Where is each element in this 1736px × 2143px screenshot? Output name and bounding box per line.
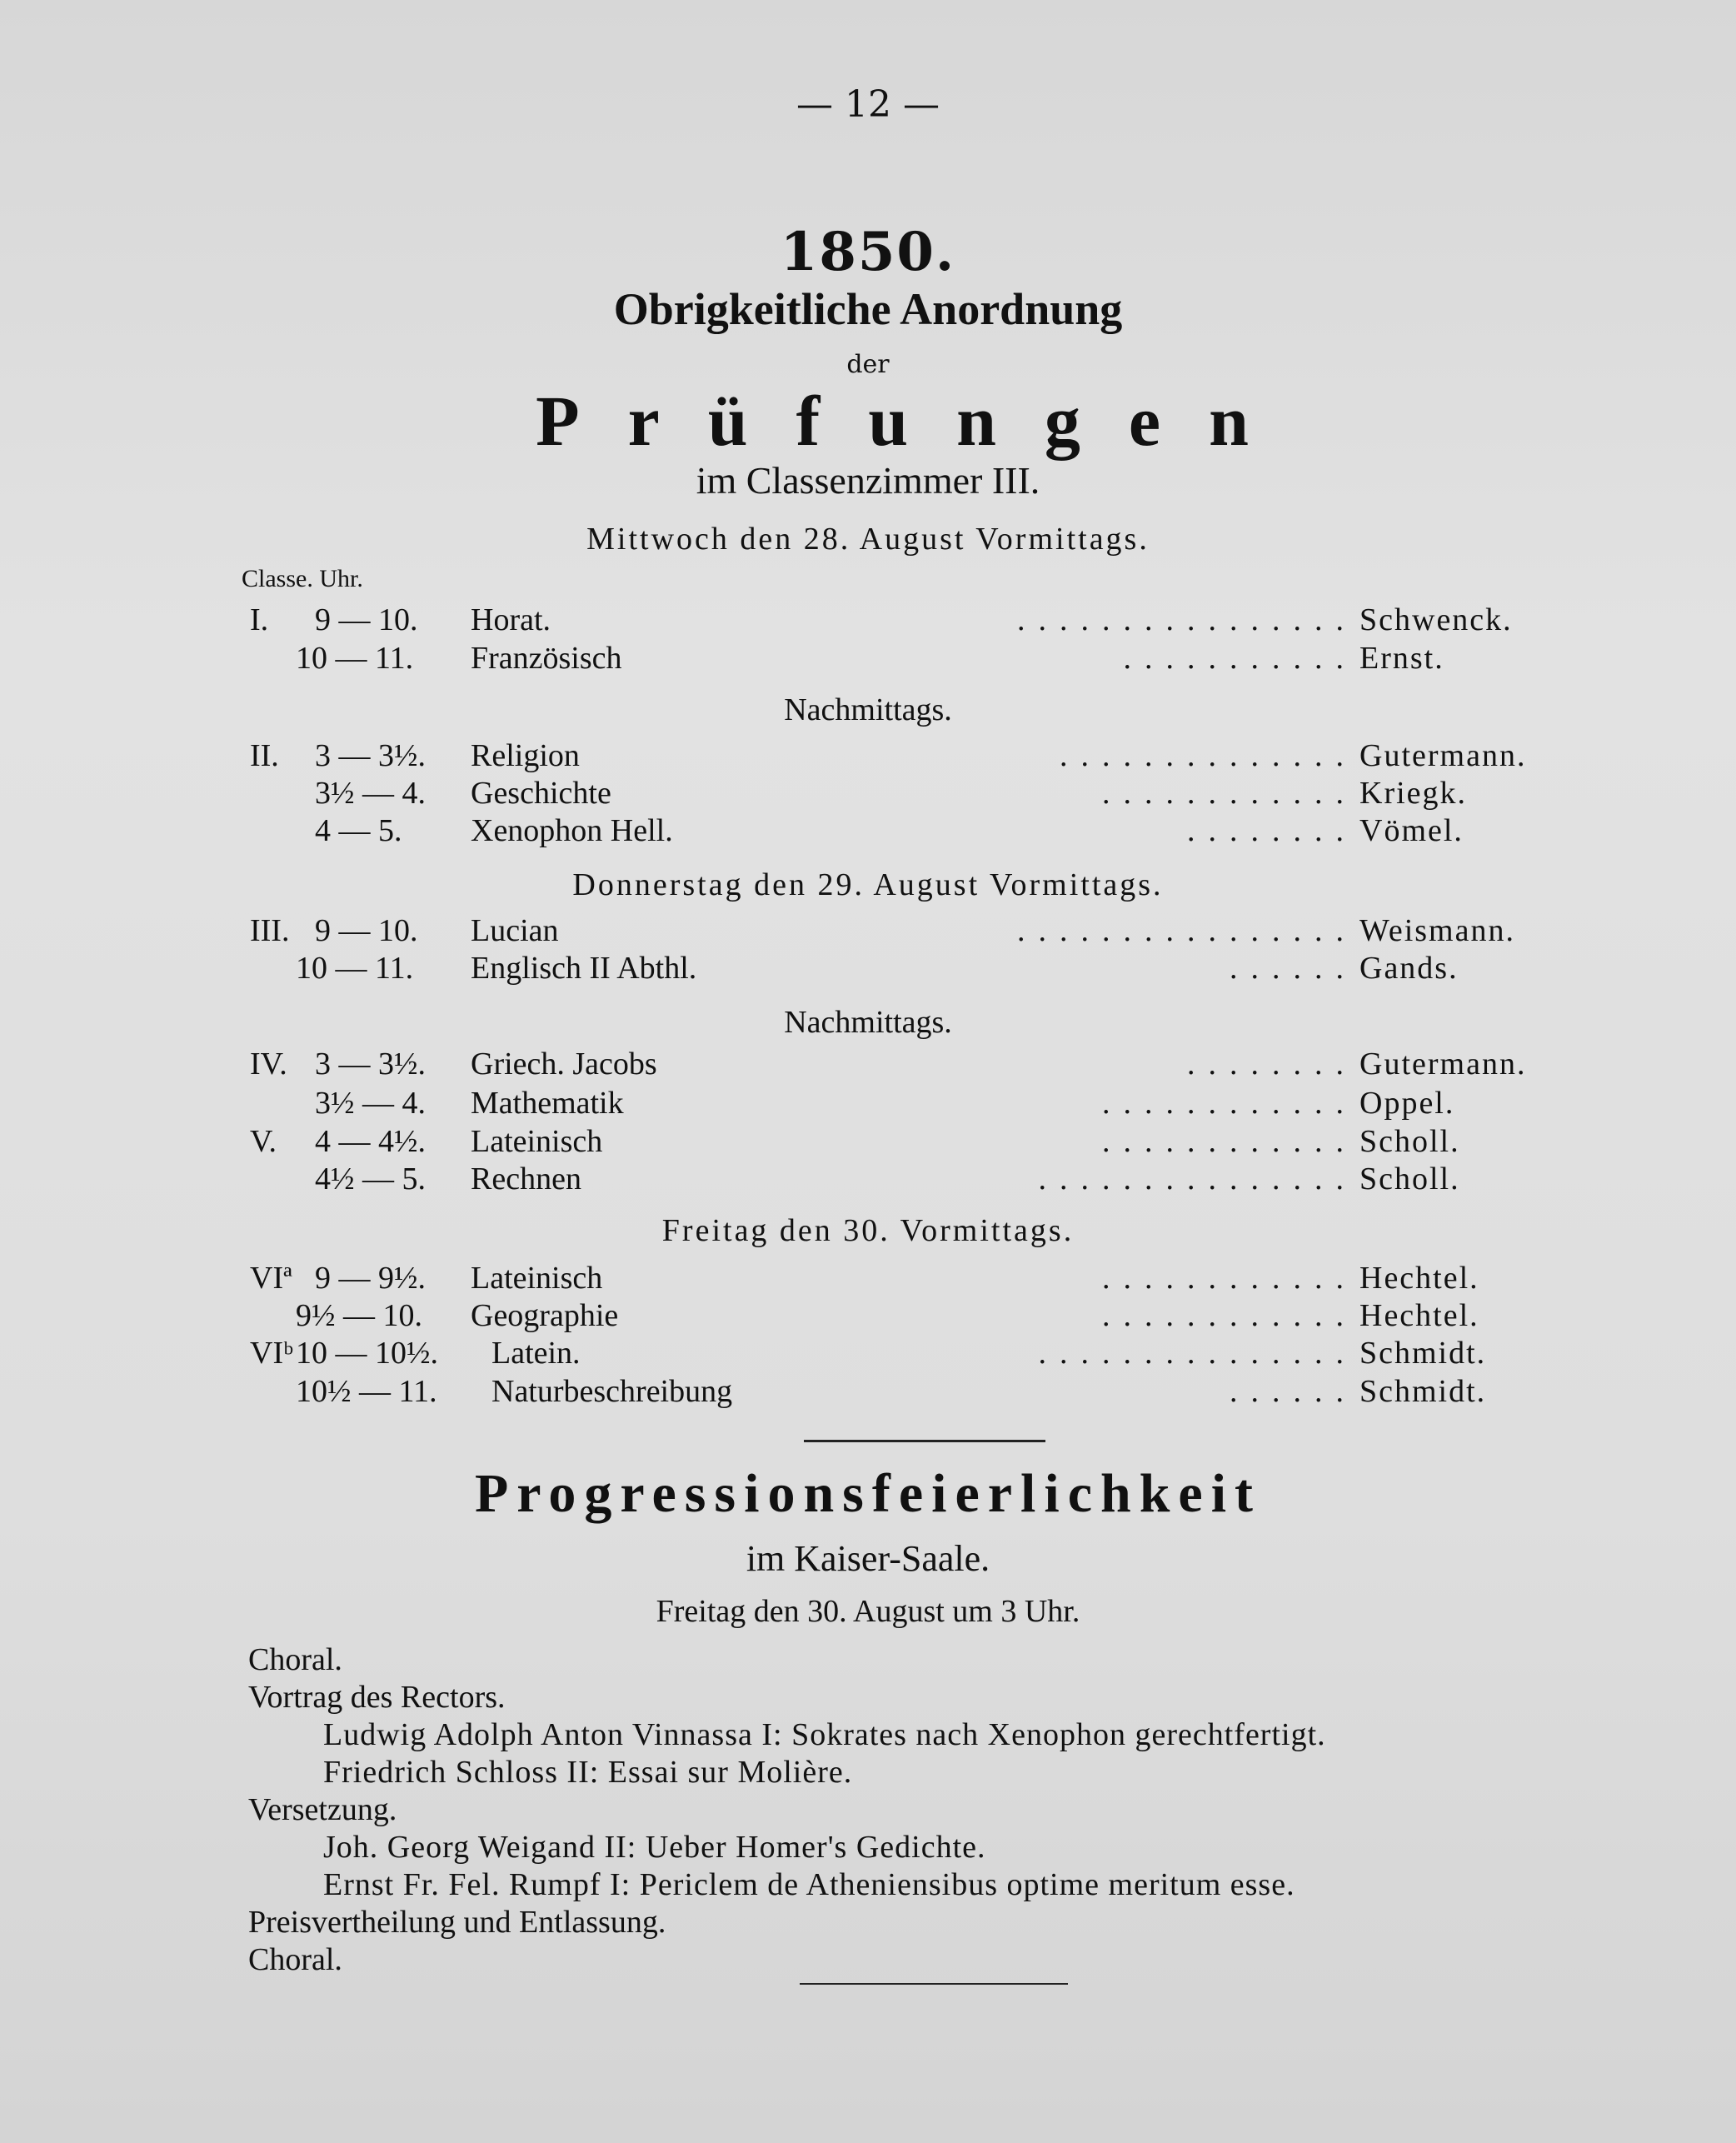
exam-class: IV. <box>250 1047 287 1081</box>
exam-subject: Xenophon Hell. <box>471 813 673 848</box>
exam-day-heading: Mittwoch den 28. August Vormittags. <box>586 522 1150 557</box>
exam-teacher: Scholl. <box>1359 1124 1460 1159</box>
exam-time: 9 — 9½. <box>315 1261 426 1296</box>
dot-leader: ............... <box>1038 1336 1357 1371</box>
exam-time: 9 — 10. <box>315 602 418 637</box>
exam-subject: Griech. Jacobs <box>471 1047 657 1081</box>
dot-leader: ............ <box>1102 1261 1357 1296</box>
exam-time: 10 — 10½. <box>296 1336 438 1371</box>
exam-teacher: Ernst. <box>1359 641 1444 676</box>
exam-time: 3½ — 4. <box>315 776 426 811</box>
program-item: Friedrich Schloss II: Essai sur Molière. <box>323 1755 853 1790</box>
exam-day-heading: Nachmittags. <box>784 1005 952 1040</box>
exam-teacher: Schmidt. <box>1359 1374 1487 1409</box>
exam-subject: Religion <box>471 738 580 773</box>
column-header: Classe. Uhr. <box>242 565 363 592</box>
exam-row <box>0 1046 1736 1084</box>
exam-teacher: Schwenck. <box>1359 602 1513 637</box>
program-item: Choral. <box>248 1942 342 1977</box>
dot-leader: ............ <box>1102 776 1357 811</box>
exam-time: 10 — 11. <box>296 641 414 676</box>
title-pruefungen: Prüfungen <box>536 381 1297 461</box>
exam-teacher: Vömel. <box>1359 813 1464 848</box>
exam-subject: Geschichte <box>471 776 611 811</box>
exam-time: 9 — 10. <box>315 913 418 948</box>
exam-teacher: Gutermann. <box>1359 738 1527 773</box>
year-heading: 1850. <box>780 221 956 283</box>
program-item: Choral. <box>248 1642 342 1677</box>
dot-leader: .............. <box>1060 738 1357 773</box>
title-line: Obrigkeitliche Anordnung <box>613 284 1123 334</box>
title-room: im Classenzimmer III. <box>696 459 1040 502</box>
exam-teacher: Scholl. <box>1359 1161 1460 1196</box>
exam-class: VIᵇ <box>250 1336 293 1371</box>
exam-subject: Lateinisch <box>471 1124 603 1159</box>
dot-leader: ................ <box>1017 913 1357 948</box>
exam-day-heading: Nachmittags. <box>784 692 952 727</box>
exam-subject: Naturbeschreibung <box>491 1374 733 1409</box>
exam-row <box>0 1373 1736 1411</box>
exam-row <box>0 950 1736 988</box>
exam-subject: Geographie <box>471 1298 619 1333</box>
exam-row <box>0 775 1736 813</box>
dot-leader: ................ <box>1017 602 1357 637</box>
exam-row <box>0 1123 1736 1161</box>
program-item: Versetzung. <box>248 1792 397 1827</box>
exam-row <box>0 1161 1736 1199</box>
dot-leader: ............ <box>1102 1086 1357 1121</box>
exam-row <box>0 1260 1736 1298</box>
exam-row <box>0 737 1736 776</box>
exam-class: I. <box>250 602 269 637</box>
exam-teacher: Hechtel. <box>1359 1261 1479 1296</box>
exam-subject: Lateinisch <box>471 1261 603 1296</box>
dot-leader: ........ <box>1187 1047 1357 1081</box>
dot-leader: ...... <box>1230 951 1357 986</box>
program-item: Vortrag des Rectors. <box>248 1680 506 1715</box>
exam-time: 4 — 4½. <box>315 1124 426 1159</box>
exam-class: III. <box>250 913 290 948</box>
exam-subject: Französisch <box>471 641 622 676</box>
dot-leader: ............ <box>1102 1298 1357 1333</box>
exam-subject: Rechnen <box>471 1161 581 1196</box>
exam-time: 3 — 3½. <box>315 1047 426 1081</box>
exam-row <box>0 1085 1736 1123</box>
exam-teacher: Weismann. <box>1359 913 1515 948</box>
exam-subject: Englisch II Abthl. <box>471 951 697 986</box>
dot-leader: ........... <box>1123 641 1357 676</box>
exam-class: V. <box>250 1124 277 1159</box>
page-number: — 12 — <box>796 83 940 126</box>
exam-teacher: Schmidt. <box>1359 1336 1487 1371</box>
exam-time: 9½ — 10. <box>296 1298 422 1333</box>
exam-teacher: Gands. <box>1359 951 1459 986</box>
program-item: Ludwig Adolph Anton Vinnassa I: Sokrates nach Xenophon gerechtfertigt. <box>323 1717 1326 1752</box>
exam-time: 4 — 5. <box>315 813 402 848</box>
program-item: Joh. Georg Weigand II: Ueber Homer's Gedichte. <box>323 1830 986 1865</box>
exam-row <box>0 640 1736 678</box>
exam-teacher: Hechtel. <box>1359 1298 1479 1333</box>
exam-subject: Latein. <box>491 1336 581 1371</box>
exam-subject: Horat. <box>471 602 551 637</box>
exam-row <box>0 812 1736 851</box>
exam-class: VIª <box>250 1261 292 1296</box>
progression-title: Progressionsfeierlichkeit <box>474 1463 1262 1524</box>
exam-time: 10½ — 11. <box>296 1374 437 1409</box>
exam-class: II. <box>250 738 279 773</box>
exam-row <box>0 912 1736 951</box>
exam-row <box>0 1335 1736 1373</box>
exam-subject: Mathematik <box>471 1086 624 1121</box>
end-rule <box>800 1983 1068 1985</box>
program-item: Preisvertheilung und Entlassung. <box>248 1905 666 1940</box>
exam-subject: Lucian <box>471 913 559 948</box>
separator-rule <box>804 1440 1045 1442</box>
dot-leader: ........ <box>1187 813 1357 848</box>
dot-leader: ...... <box>1230 1374 1357 1409</box>
exam-teacher: Gutermann. <box>1359 1047 1527 1081</box>
exam-row <box>0 602 1736 640</box>
exam-teacher: Kriegk. <box>1359 776 1468 811</box>
exam-row <box>0 1297 1736 1336</box>
exam-day-heading: Donnerstag den 29. August Vormittags. <box>572 867 1164 902</box>
progression-date: Freitag den 30. August um 3 Uhr. <box>656 1594 1080 1629</box>
exam-time: 3 — 3½. <box>315 738 426 773</box>
exam-teacher: Oppel. <box>1359 1086 1455 1121</box>
dot-leader: ............... <box>1038 1161 1357 1196</box>
exam-time: 4½ — 5. <box>315 1161 426 1196</box>
exam-time: 3½ — 4. <box>315 1086 426 1121</box>
title-der: der <box>846 350 890 379</box>
exam-day-heading: Freitag den 30. Vormittags. <box>661 1213 1075 1248</box>
dot-leader: ............ <box>1102 1124 1357 1159</box>
program-item: Ernst Fr. Fel. Rumpf I: Periclem de Atheniensibus optime meritum esse. <box>323 1867 1295 1902</box>
progression-location: im Kaiser-Saale. <box>746 1538 990 1579</box>
exam-time: 10 — 11. <box>296 951 414 986</box>
